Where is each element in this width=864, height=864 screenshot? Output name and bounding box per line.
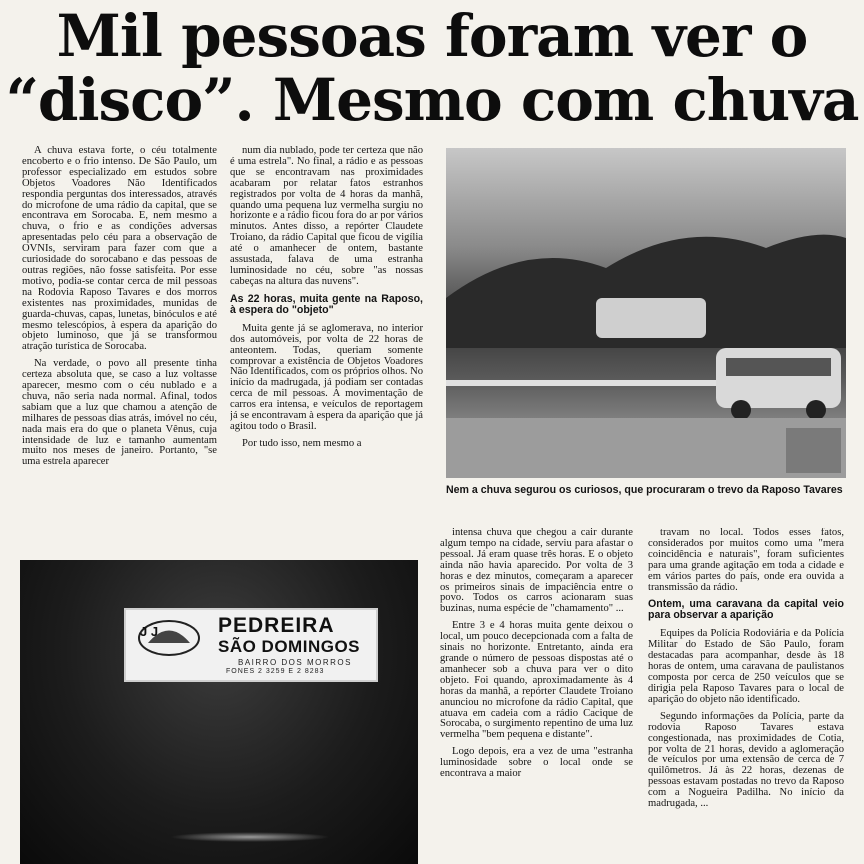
- sign-line-2: SÃO DOMINGOS: [218, 637, 361, 656]
- photo-caption: Nem a chuva segurou os curiosos, que procuraram o trevo da Raposo Tavares: [446, 484, 843, 496]
- paragraph: travam no local. Todos esses fatos, considerados por muitos como uma "mera coincidência e naturais", foram suficientes para uma grande agitação em toda a cidade e em vários partes do país, onde era ouvida a transmissão da rádio.: [648, 528, 844, 593]
- section-subhead: As 22 horas, muita gente na Raposo, à espera do "objeto": [230, 292, 423, 316]
- paragraph: Logo depois, era a vez de uma "estranha luminosidade sobre o local onde se encontrava a maior: [440, 746, 633, 780]
- photo-cars-on-road: [446, 148, 846, 478]
- paragraph: num dia nublado, pode ter certeza que não é uma estrela". No final, a rádio e as pessoas que se encontravam nas proximidades acabaram por relatar fatos estranhos registrados por volta de 4 horas da manhã, quando uma pequena luz vermelha surgiu no horizonte e a rádio ficou fora do ar por vários minutos. Antes disso, a repórter Claudete Troiano, da rádio Capital que ficou de vigília até o amanhecer de ontem, bastante assustada, falava de uma estranha luminosidade no céu, sobre "as nossas cabeças na altura das nuvens".: [230, 146, 423, 287]
- article-column-2: [230, 146, 423, 554]
- article-column-3: [440, 528, 633, 864]
- article-column-4: [648, 528, 844, 864]
- photo-cars-scene: [446, 148, 846, 478]
- quarry-sign: [124, 608, 378, 682]
- logo-letters: J J: [140, 624, 159, 639]
- paragraph: Na verdade, o povo all presente tinha certeza absoluta que, se caso a luz voltasse aparecer, mesmo com o céu nublado e a chuva, não seria nada normal. Afinal, todos sabiam que a luz que chamou a atenção de milhares de pessoas dias atrás, imóvel no céu, nada mais era do que o planeta Vênus, cuja intensidade de luz e tamanho aumentam muito nos meses de janeiro. Portanto, "se uma estrela aparecer: [22, 358, 217, 468]
- photo-night-sign: [20, 560, 418, 864]
- article-column-1: [22, 146, 217, 546]
- paragraph: Muita gente já se aglomerava, no interior dos automóveis, por volta de 22 horas de anteontem. Todas, queriam somente comprovar a existência de Objetos Voadores Não Identificados, com os próprios olhos. No início da madrugada, já podiam ser contadas cerca de mil pessoas. A movimentação de carros era intensa, e veículos de reportagem já se encontravam à espera da aparição que já agitou todo o Brasil.: [230, 322, 423, 432]
- sign-line-3: BAIRRO DOS MORROS: [238, 658, 352, 667]
- headline-line-1: Mil pessoas foram ver o: [56, 2, 808, 70]
- paragraph: Entre 3 e 4 horas muita gente deixou o local, um pouco decepcionada com a falta de sinais no horizonte. Entretanto, ainda era grande o número de pessoas dispostas até o amanhecer sob a chuva para ver o dito objeto. Foi quando, aproximadamente às 4 horas da manhã, a repórter Claudete Troiano anunciou no microfone da rádio Capital, que atuava em cadeia com a rádio Cacique de Sorocaba, o surgimento repentino de uma luz vermelha "bem pequena e distante".: [440, 620, 633, 741]
- paragraph: Segundo informações da Polícia, parte da rodovia Raposo Tavares estava congestionada, nas proximidades de Cotia, por volta de 21 horas, devido a aglomeração de veículos por uma extensão de cerca de 7 quilômetros. Já às 22 horas, dezenas de pessoas estavam postadas no trevo da Raposo com a Nogueira Padilha. No início da madrugada, ...: [648, 710, 844, 810]
- paragraph: intensa chuva que chegou a cair durante algum tempo na cidade, serviu para afastar o pessoal. Já eram quase três horas. E o objeto ainda não havia aparecido. Por volta de 3 horas e dez minutos, começaram a aparecer os primeiros sinais de impaciência entre o povo. Todos os carros acionaram suas buzinas, numa espécie de "chamamento" ...: [440, 528, 633, 615]
- headline-line-2: “disco”. Mesmo com chuva: [5, 66, 859, 134]
- sign-line-4: FONES 2 3259 E 2 8283: [226, 668, 325, 675]
- paragraph: A chuva estava forte, o céu totalmente encoberto e o frio intenso. De São Paulo, um professor especializado em estudos sobre Objetos Voadores Não Identificados respondia perguntas dos interessados, através do microfone de uma rádio da capital, que se encontrava em Sorocaba. E, nem mesmo a chuva, o frio e as condições adversas apresentadas pelo céu para a observação de OVNIs, serviram para fazer com que a curiosidade do sorocabano e das pessoas de outras regiões, não fosse satisfeita. Por esse motivo, podia-se contar cerca de mil pessoas na Rodovia Raposo Tavares e dos morros existentes nas proximidades, munidas de guarda-chuvas, capas, lunetas, binóculos e até mesmo telescópios, à espera da aparição do objeto luminoso, que já se transformou atração turística de Sorocaba.: [22, 146, 217, 353]
- section-subhead: Ontem, uma caravana da capital veio para observar a aparição: [648, 598, 844, 622]
- light-streak: [170, 832, 330, 842]
- paragraph: Equipes da Polícia Rodoviária e da Polícia Militar do Estado de São Paulo, foram destacadas para acompanhar, desde às 18 horas de ontem, uma caravana de paulistanos composta por cerca de 250 veículos que se dirigia pela Raposo Tavares para o local de aparição do objeto não identificado.: [648, 628, 844, 705]
- paragraph: Por tudo isso, nem mesmo a: [242, 437, 362, 449]
- sign-line-1: PEDREIRA: [218, 614, 335, 637]
